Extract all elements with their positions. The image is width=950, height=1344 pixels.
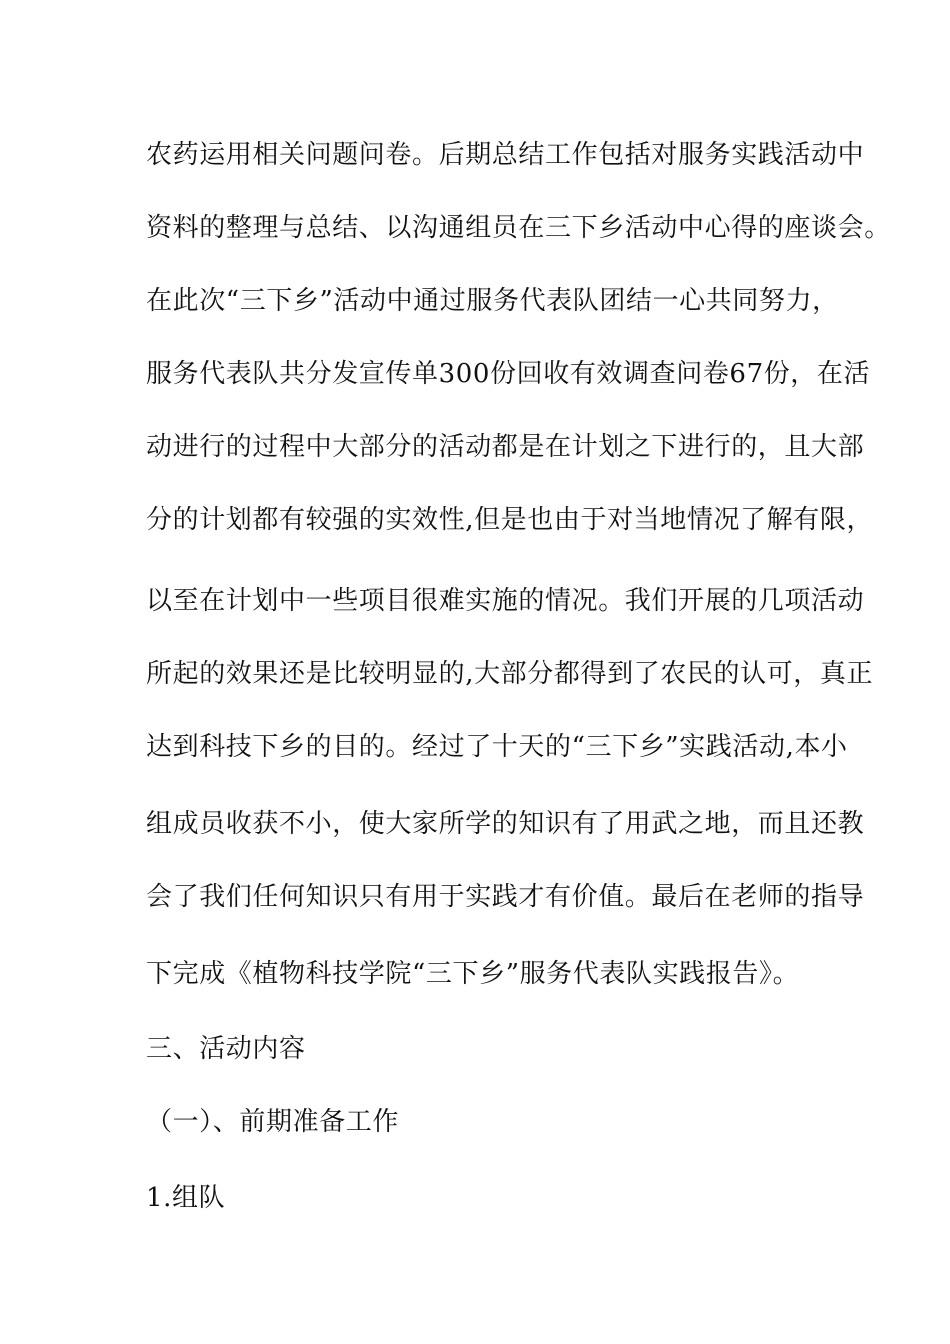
item-heading: 1.组队	[146, 1183, 226, 1213]
paragraph-line: 动进行的过程中大部分的活动都是在计划之下进行的，且大部	[146, 432, 865, 462]
paragraph-line: 农药运用相关问题问卷。后期总结工作包括对服务实践活动中	[146, 140, 865, 170]
paragraph-line: 会了我们任何知识只有用于实践才有价值。最后在老师的指导	[146, 882, 865, 912]
paragraph-line: 分的计划都有较强的实效性,但是也由于对当地情况了解有限，	[146, 505, 874, 535]
paragraph-line: 下完成《植物科技学院“三下乡”服务代表队实践报告》。	[146, 959, 800, 989]
paragraph-line: 组成员收获不小，使大家所学的知识有了用武之地，而且还教	[146, 809, 865, 839]
paragraph-line: 以至在计划中一些项目很难实施的情况。我们开展的几项活动	[146, 586, 865, 616]
section-heading: 三、活动内容	[146, 1034, 306, 1064]
paragraph-line: 达到科技下乡的目的。经过了十天的“三下乡”实践活动,本小	[146, 732, 848, 762]
subsection-heading: （一）、前期准备工作	[146, 1107, 400, 1137]
paragraph-line: 服务代表队共分发宣传单300份回收有效调查问卷67份，在活	[146, 359, 871, 389]
paragraph-line: 资料的整理与总结、以沟通组员在三下乡活动中心得的座谈会。	[146, 213, 891, 243]
paragraph-line: 所起的效果还是比较明显的,大部分都得到了农民的认可，真正	[146, 659, 874, 689]
paragraph-line: 在此次“三下乡”活动中通过服务代表队团结一心共同努力，	[146, 286, 839, 316]
